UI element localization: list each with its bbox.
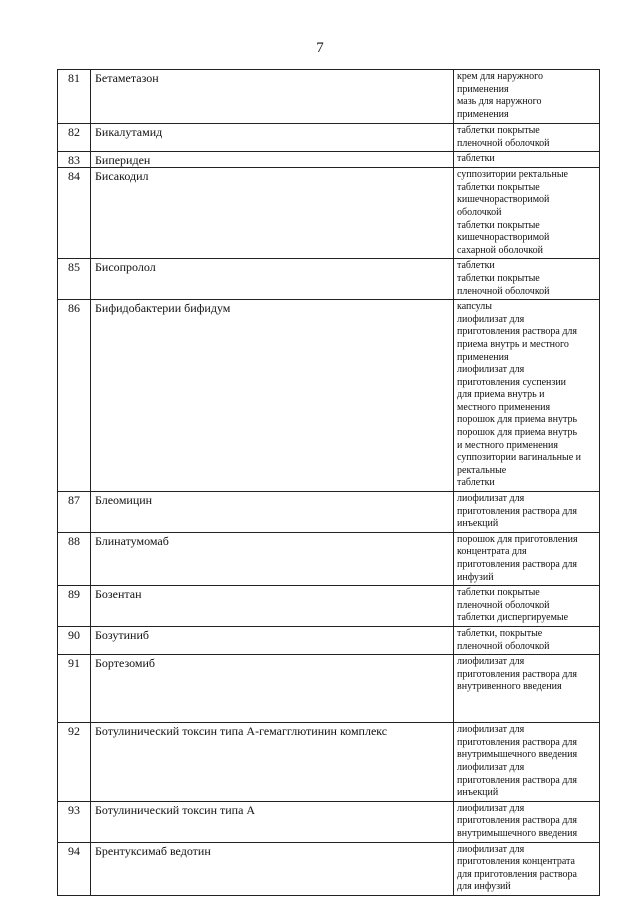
dosage-form-line: применения [457,351,509,363]
dosage-form-line: пленочной оболочкой [457,285,550,297]
dosage-form-line: для инфузий [457,881,511,893]
dosage-form-line: кишечнорастворимой [457,194,550,206]
dosage-form-line: таблетки [457,260,495,272]
dosage-form-line: лиофилизат для [457,761,525,773]
drug-name: Ботулинический токсин типа А-гемагглютинин комплекс [91,723,454,802]
drug-name: Бисакодил [91,168,454,259]
dosage-form-line: таблетки, покрытые [457,627,543,639]
table-row [58,801,600,842]
table-row [58,70,600,124]
dosage-form-line: инъекций [457,787,499,799]
dosage-forms [454,723,600,802]
dosage-form-line: пленочной оболочкой [457,137,550,149]
table-row [58,723,600,802]
table-row [58,168,600,259]
dosage-form-line: приготовления суспензии [457,376,567,388]
dosage-form-line: капсулы [457,301,492,313]
drug-name: Бикалутамид [91,124,454,152]
dosage-form-line: приготовления раствора для [457,815,577,827]
dosage-form-line: порошок для приготовления [457,533,578,545]
row-number: 94 [58,842,91,895]
dosage-form-line: приема внутрь и местного [457,338,569,350]
dosage-form-line: для приготовления раствора [457,868,577,880]
dosage-form-line: лиофилизат для [457,364,525,376]
drug-name: Бортезомиб [91,655,454,723]
dosage-form-line: мазь для наружного [457,96,542,108]
dosage-form-line: таблетки покрытые [457,181,540,193]
dosage-forms [454,492,600,533]
dosage-form-line: пленочной оболочкой [457,640,550,652]
drug-name: Блинатумомаб [91,532,454,585]
table-row [58,300,600,492]
dosage-form-line: приготовления раствора для [457,326,577,338]
dosage-form-line: местного применения [457,401,551,413]
dosage-form-line: крем для наружного [457,71,543,82]
dosage-form-line: таблетки покрытые [457,125,540,136]
dosage-form-line: лиофилизат для [457,656,525,668]
dosage-form-line: таблетки покрытые [457,272,540,284]
dosage-form-line: ректальные [457,464,507,476]
drug-name: Бозентан [91,586,454,627]
dosage-form-line: концентрата для [457,546,527,558]
dosage-forms [454,801,600,842]
dosage-form-line: приготовления раствора для [457,774,577,786]
dosage-form-line: таблетки [457,477,495,489]
dosage-form-line: кишечнорастворимой [457,232,550,244]
dosage-form-line: сахарной оболочкой [457,244,543,256]
table-row [58,842,600,895]
page-number: 7 [316,40,324,56]
drug-name: Бифидобактерии бифидум [91,300,454,492]
drug-name: Ботулинический токсин типа А [91,801,454,842]
dosage-form-line: лиофилизат для [457,724,525,736]
dosage-forms [454,626,600,654]
dosage-form-line: внутримышечного введения [457,827,578,839]
dosage-form-line: приготовления раствора для [457,559,577,570]
table-row [58,124,600,152]
table-row [58,532,600,585]
drug-name: Бетаметазон [91,70,454,124]
dosage-forms [454,124,600,152]
row-number: 88 [58,532,91,585]
row-number: 87 [58,492,91,533]
dosage-forms [454,168,600,259]
dosage-form-line: таблетки покрытые [457,587,540,599]
table-row [58,655,600,723]
dosage-form-line: таблетки диспергируемые [457,612,569,624]
dosage-form-line: применения [457,83,509,95]
drug-name: Бисопролол [91,259,454,300]
dosage-form-line: для приема внутрь и [457,389,545,401]
table-row [58,492,600,533]
dosage-form-line: приготовления раствора для [457,505,577,517]
dosage-forms [454,532,600,585]
row-number: 93 [58,801,91,842]
dosage-forms [454,586,600,627]
row-number: 90 [58,626,91,654]
dosage-form-line: суппозитории вагинальные и [457,452,582,464]
drug-name: Бипериден [91,152,454,168]
row-number: 82 [58,124,91,152]
dosage-form-line: лиофилизат для [457,313,525,325]
dosage-form-line: таблетки [457,153,495,165]
drug-name: Блеомицин [91,492,454,533]
drug-name: Брентуксимаб ведотин [91,842,454,895]
row-number: 91 [58,655,91,723]
dosage-forms [454,152,600,168]
drug-table [57,69,600,896]
dosage-form-line: и местного применения [457,439,558,451]
dosage-forms [454,655,600,723]
row-number: 85 [58,259,91,300]
row-number: 83 [58,152,91,168]
dosage-form-line: приготовления концентрата [457,856,575,868]
table-row [58,152,600,168]
row-number: 84 [58,168,91,259]
dosage-forms [454,70,600,124]
dosage-form-line: порошок для приема внутрь [457,414,578,426]
dosage-form-line: внутривенного введения [457,681,562,693]
row-number: 86 [58,300,91,492]
dosage-form-line: внутримышечного введения [457,749,578,761]
table-row [58,586,600,627]
row-number: 92 [58,723,91,802]
dosage-form-line: суппозитории ректальные [457,169,568,181]
table-row [58,259,600,300]
row-number: 81 [58,70,91,124]
dosage-form-line: пленочной оболочкой [457,599,550,611]
dosage-form-line: таблетки покрытые [457,219,540,231]
dosage-form-line: лиофилизат для [457,843,525,855]
dosage-form-line: лиофилизат для [457,493,525,505]
dosage-forms [454,259,600,300]
dosage-form-line: лиофилизат для [457,802,525,814]
dosage-forms [454,300,600,492]
dosage-form-line: оболочкой [457,206,502,218]
dosage-form-line: инъекций [457,518,499,530]
row-number: 89 [58,586,91,627]
table-row [58,626,600,654]
dosage-form-line: порошок для приема внутрь [457,427,578,439]
dosage-form-line: приготовления раствора для [457,668,577,680]
drug-name: Бозутиниб [91,626,454,654]
dosage-form-line: инфузий [457,571,494,583]
dosage-forms [454,842,600,895]
dosage-form-line: приготовления раствора для [457,736,577,748]
dosage-form-line: применения [457,108,509,120]
